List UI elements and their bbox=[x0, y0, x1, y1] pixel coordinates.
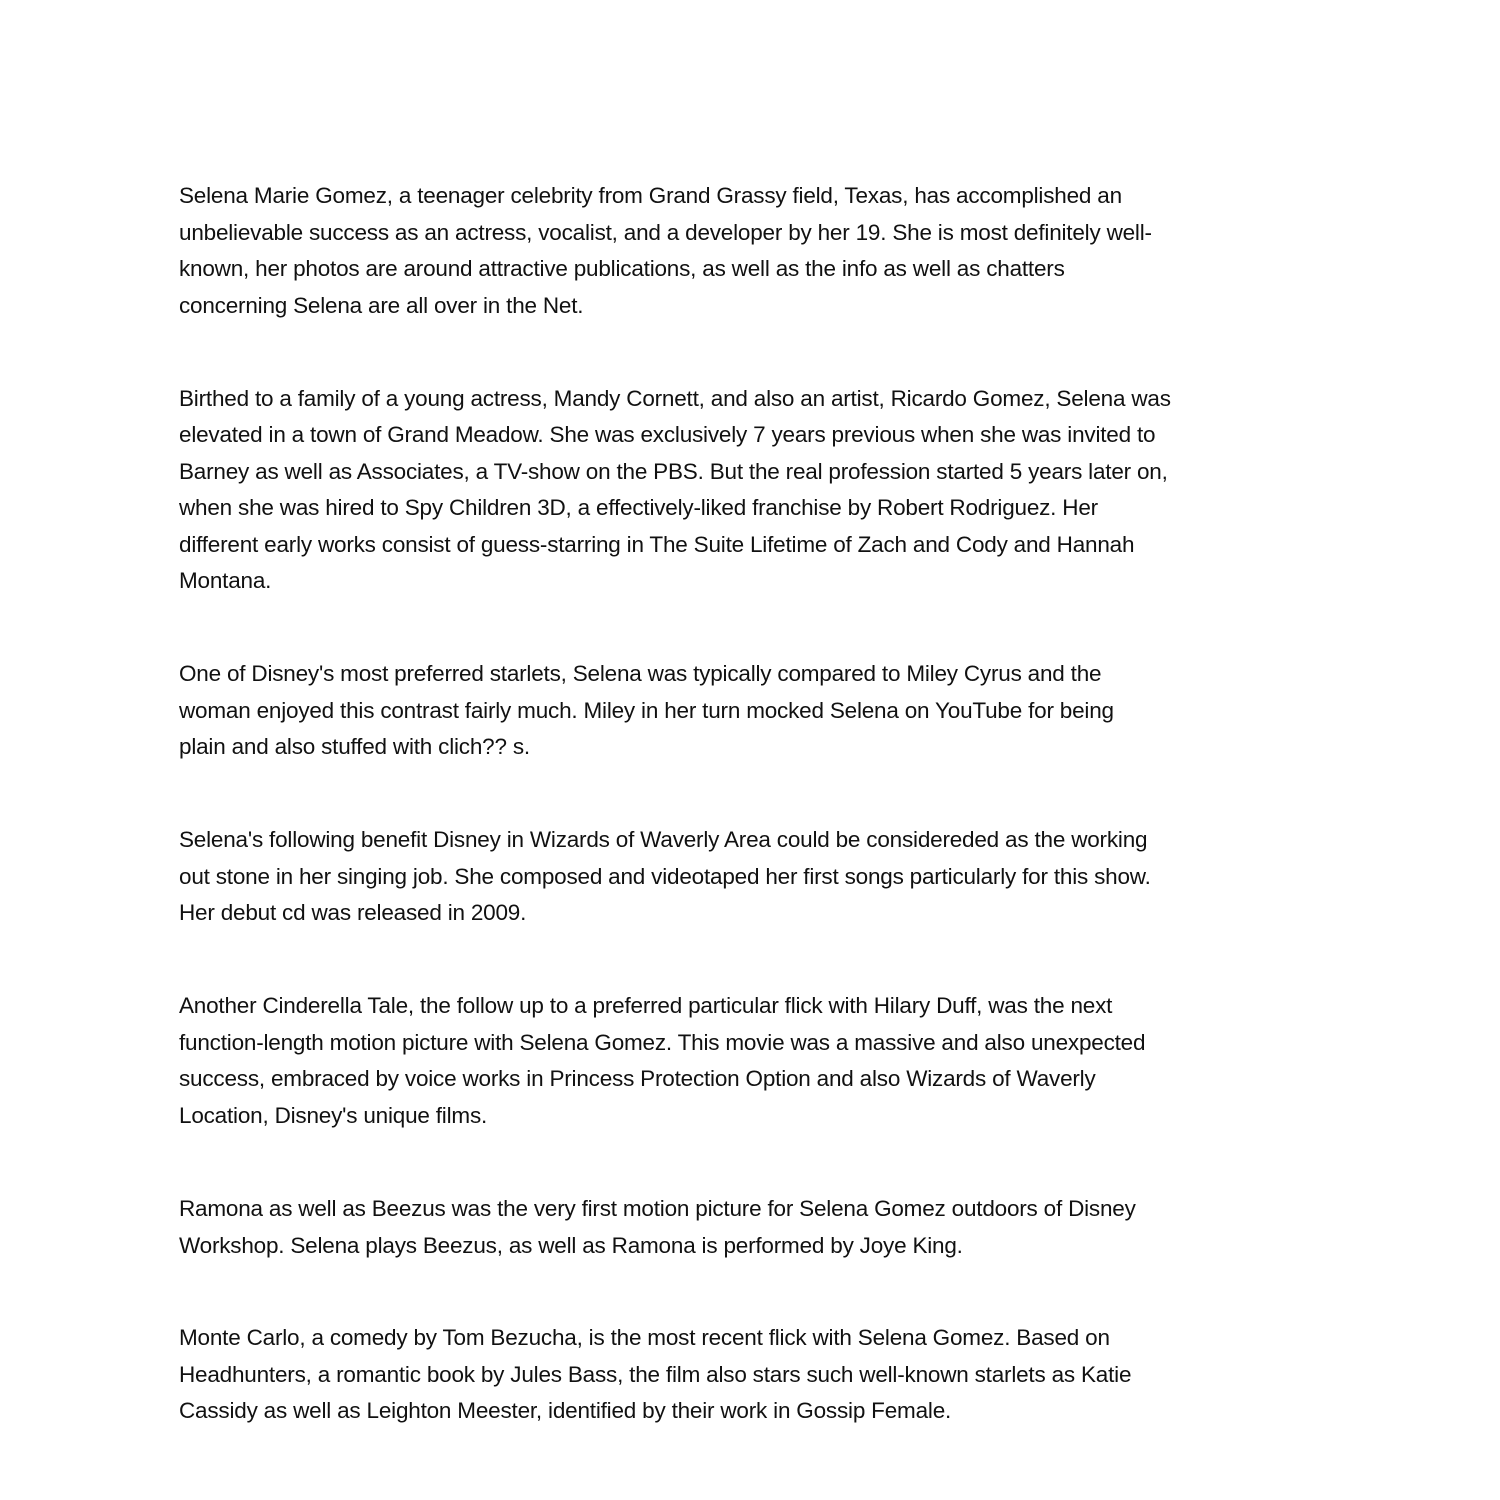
paragraph-3-line-3: plain and also stuffed with clich?? s. bbox=[179, 734, 530, 759]
paragraph-5-line-1: Another Cinderella Tale, the follow up to a preferred particular flick with Hilary Duff, was the next bbox=[179, 993, 1113, 1018]
paragraph-4-line-2: out stone in her singing job. She composed and videotaped her first songs particularly for this show. bbox=[179, 864, 1151, 889]
paragraph-7-line-2: Headhunters, a romantic book by Jules Bass, the film also stars such well-known starlets as Katie bbox=[179, 1362, 1132, 1387]
paragraph-5-line-4: Location, Disney's unique films. bbox=[179, 1103, 488, 1128]
paragraph-2-line-3: Barney as well as Associates, a TV-show on the PBS. But the real profession started 5 years later on, bbox=[179, 459, 1168, 484]
paragraph-2-line-4: when she was hired to Spy Children 3D, a effectively-liked franchise by Robert Rodriguez. Her bbox=[179, 495, 1098, 520]
paragraph-4-line-3: Her debut cd was released in 2009. bbox=[179, 900, 527, 925]
paragraph-6-line-1: Ramona as well as Beezus was the very first motion picture for Selena Gomez outdoors of Disney bbox=[179, 1196, 1136, 1221]
paragraph-5-line-2: function-length motion picture with Selena Gomez. This movie was a massive and also unexpected bbox=[179, 1030, 1146, 1055]
paragraph-1-line-3: known, her photos are around attractive publications, as well as the info as well as chatters bbox=[179, 256, 1065, 281]
paragraph-7-line-3: Cassidy as well as Leighton Meester, identified by their work in Gossip Female. bbox=[179, 1398, 952, 1423]
paragraph-3-line-1: One of Disney's most preferred starlets, Selena was typically compared to Miley Cyrus and the bbox=[179, 661, 1102, 686]
paragraph-2-line-1: Birthed to a family of a young actress, Mandy Cornett, and also an artist, Ricardo Gomez, Selena was bbox=[179, 386, 1171, 411]
paragraph-7-line-1: Monte Carlo, a comedy by Tom Bezucha, is the most recent flick with Selena Gomez. Based on bbox=[179, 1325, 1110, 1350]
paragraph-2-line-6: Montana. bbox=[179, 568, 272, 593]
paragraph-4-line-1: Selena's following benefit Disney in Wizards of Waverly Area could be considereded as the working bbox=[179, 827, 1148, 852]
paragraph-2-line-2: elevated in a town of Grand Meadow. She was exclusively 7 years previous when she was invited to bbox=[179, 422, 1156, 447]
paragraph-1-line-4: concerning Selena are all over in the Net. bbox=[179, 293, 584, 318]
paragraph-5-line-3: success, embraced by voice works in Princess Protection Option and also Wizards of Waverly bbox=[179, 1066, 1096, 1091]
paragraph-6-line-2: Workshop. Selena plays Beezus, as well as Ramona is performed by Joye King. bbox=[179, 1233, 963, 1258]
paragraph-1-line-1: Selena Marie Gomez, a teenager celebrity from Grand Grassy field, Texas, has accomplished an bbox=[179, 183, 1122, 208]
paragraph-3-line-2: woman enjoyed this contrast fairly much. Miley in her turn mocked Selena on YouTube for being bbox=[179, 698, 1114, 723]
paragraph-2-line-5: different early works consist of guess-starring in The Suite Lifetime of Zach and Cody and Hannah bbox=[179, 532, 1135, 557]
paragraph-1-line-2: unbelievable success as an actress, vocalist, and a developer by her 19. She is most definitely well- bbox=[179, 220, 1152, 245]
